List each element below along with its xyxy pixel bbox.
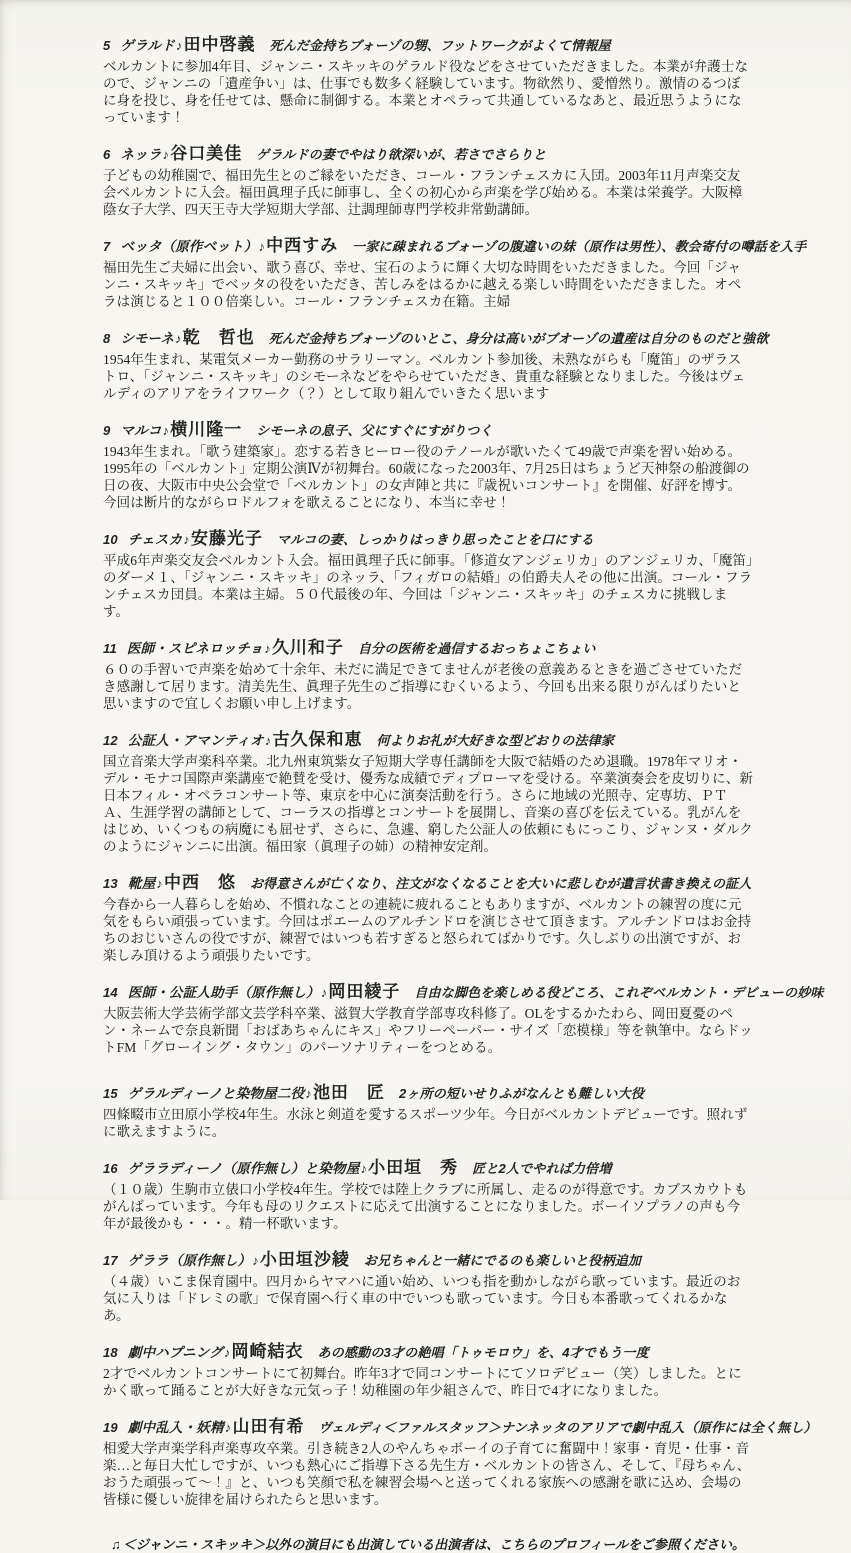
- role-name: マルコ: [120, 423, 162, 438]
- entry-number: 11: [103, 641, 117, 656]
- entry-header: [103, 139, 753, 164]
- performer-name: 山田有希: [232, 1417, 305, 1436]
- profile-text: 相愛大学声楽学科声楽専攻卒業。引き続き2人のやんちゃボーイの子育てに奮闘中！家事・育児・仕事・音楽…と毎日大忙しですが、いつも熱心にご指導下さる先生方・ベルカントの皆さん、そして、『母ちゃん、おうた頑張って～！』と、いつも笑顔で私を練習会場へと送ってくれる家族への感謝を歌に込め、会場の皆様に優しい旋律を届けられたらと思います。: [103, 1441, 751, 1507]
- role-tagline: 自分の医術を過信するおっちょこちょい: [357, 641, 596, 656]
- cast-entry: [103, 633, 753, 712]
- role-tagline: 2ヶ所の短いせりふがなんとも難しい大役: [398, 1086, 644, 1101]
- role-name: ゲラルド: [120, 38, 175, 53]
- entry-header: [103, 868, 753, 893]
- eighth-note-icon: ♪: [156, 876, 163, 891]
- profile-text: 平成6年声楽交友会ベルカント入会。福田眞理子氏に師事。「修道女アンジェリカ」のアンジェリカ、「魔笛」のダーメ１、「ジャンニ・スキッキ」のネッラ、「フィガロの結婚」の伯爵夫人その他に出演。コール・フランチェスカ団員。本業は主婦。５０代最後の年、今回は「ジャンニ・スキッキ」のチェスカに挑戦します。: [103, 553, 753, 619]
- role-name: 医師・スピネロッチョ: [126, 641, 264, 656]
- eighth-note-icon: ♪: [252, 1253, 259, 1268]
- role-tagline: 一家に疎まれるブォーゾの腹違いの妹（原作は男性）、教会寄付の噂話を入手: [352, 239, 807, 254]
- role-name: ベッタ（原作ベット）: [120, 239, 258, 254]
- role-tagline: 匠と2人でやれば力倍増: [472, 1161, 612, 1176]
- entry-number: 13: [103, 876, 118, 891]
- eighth-note-icon: ♪: [264, 733, 272, 748]
- eighth-note-icon: ♪: [223, 1345, 231, 1360]
- entry-header: [103, 977, 824, 1002]
- eighth-note-icon: ♪: [162, 423, 170, 438]
- role-tagline: お得意さんが亡くなり、注文がなくなることを大いに悲しむが遺言状書き換えの証人: [249, 876, 752, 891]
- entry-number: 19: [103, 1420, 118, 1435]
- eighth-note-icon: ♪: [258, 239, 266, 254]
- cast-entry: [103, 323, 769, 402]
- entry-number: 5: [103, 38, 111, 53]
- profile-text: ６０の手習いで声楽を始めて十余年、未だに満足できてませんが老後の意義あるときを過ごさせていただき感謝して居ります。清美先生、眞理子先生のご指導にむくいるよう、今回も出来る限りがんばりたいと思いますので宜しくお願い申し上げます。: [103, 662, 743, 711]
- performer-name: 田中啓義: [183, 35, 256, 54]
- entry-header: [103, 231, 807, 256]
- cast-entry: [103, 1245, 753, 1324]
- performer-name: 池田 匠: [312, 1083, 385, 1102]
- footer-note: [103, 1534, 753, 1553]
- entry-header: [103, 415, 753, 440]
- profile-text: 1943年生まれ。「歌う建築家」。恋する若きヒーロー役のテノールが歌いたくて49歳で声楽を習い始める。1995年の「ベルカント」定期公演Ⅳが初舞台。60歳になった2003年、7月25日はちょうど天神祭の船渡御の日の夜、大阪市中央公会堂で「ベルカント」の女声陣と共に『歳祝いコンサート』を開催、好評を博す。今回は断片的ながらロドルフォを歌えることになり、本当に幸せ！: [103, 444, 750, 510]
- role-name: チェスカ: [127, 532, 183, 547]
- role-name: 劇中ハプニング: [127, 1345, 223, 1360]
- eighth-note-icon: ♪: [162, 147, 170, 162]
- cast-entry: [103, 139, 753, 218]
- cast-entry: [103, 1078, 753, 1140]
- role-name: シモーネ: [120, 331, 175, 346]
- entry-number: 6: [103, 147, 111, 162]
- performer-name: 古久保和恵: [272, 730, 363, 749]
- entry-header: [103, 1245, 753, 1270]
- entry-number: 17: [103, 1253, 118, 1268]
- performer-name: 小田垣 秀: [368, 1158, 459, 1177]
- role-tagline: あの感動の3才の絶唱「トゥモロウ」を、4才でもう一度: [317, 1345, 649, 1360]
- eighth-note-icon: ♪: [360, 1161, 368, 1176]
- profile-text: 1954年生まれ、某電気メーカー勤務のサラリーマン。ベルカント参加後、未熟ながらも「魔笛」のザラストロ、「ジャンニ・スキッキ」のシモーネなどをやらせていただき、貴重な経験となりました。今後はヴェルディのアリアをライフワーク（？）として取り組んでいきたく思います: [103, 352, 746, 401]
- entry-number: 14: [103, 985, 118, 1000]
- cast-entry: [103, 725, 753, 855]
- cast-entry: [103, 415, 753, 511]
- profile-text: （４歳）いこま保育園中。四月からヤマハに通い始め、いつも指を動かしながら歌っています。最近のお気に入りは「ドレミの歌」で保育園へ行く車の中でいつも歌っています。今日も本番歌ってくれるかなあ。: [103, 1274, 741, 1323]
- cast-profile-list: [103, 30, 824, 1508]
- entry-number: 12: [103, 733, 118, 748]
- eighth-note-icon: ♪: [305, 1086, 312, 1101]
- profile-text: 子どもの幼稚園で、福田先生とのご縁をいただき、コール・フランチェスカに入団。2003年11月声楽交友会ベルカントに入会。福田眞理子氏に師事し、全くの初心から声楽を学び始める。本業は栄養学。大阪樟蔭女子大学、四天王寺大学短期大学部、辻調理師専門学校非常勤講師。: [103, 168, 743, 217]
- profile-text: 四條畷市立田原小学校4年生。水泳と剣道を愛するスポーツ少年。今日がベルカントデビューです。照れずに歌えますように。: [103, 1107, 748, 1139]
- entry-header: [103, 30, 753, 55]
- performer-name: 岡田綾子: [328, 982, 401, 1001]
- role-tagline: 自由な脚色を楽しめる役どころ、これぞベルカント・デビューの妙味: [414, 985, 824, 1000]
- entry-header: [103, 1412, 817, 1437]
- entry-number: 15: [103, 1086, 118, 1101]
- profile-text: 今春から一人暮らしを始め、不慣れなことの連続に疲れることもありますが、ベルカントの練習の度に元気をもらい頑張っています。今回はポエームのアルチンドロを演じさせて頂きます。アルチンドロはお金持ちのおじいさんの役ですが、練習ではいつも若すぎると怒られてばかりです。久しぶりの出演ですが、お楽しみ頂けるよう頑張りたいです。: [103, 897, 752, 963]
- eighth-note-icon: ♪: [183, 532, 190, 547]
- cast-entry: [103, 1153, 753, 1232]
- cast-entry: [103, 1337, 753, 1399]
- entry-number: 9: [103, 423, 111, 438]
- cast-entry: [103, 524, 753, 620]
- performer-name: 中西 悠: [163, 873, 236, 892]
- role-name: 靴屋: [127, 876, 156, 891]
- profile-text: 福田先生ご夫婦に出会い、歌う喜び、幸せ、宝石のように輝く大切な時間をいただきました。今回「ジャンニ・スキッキ」でベッタの役をいただき、苦しみをはるかに越える楽しい時間をいただきました。オペラは演じると１００倍楽しい。コール・フランチェスカ在籍。主婦: [103, 260, 742, 309]
- profile-text: 国立音楽大学声楽科卒業。北九州東筑紫女子短期大学専任講師を大阪で結婚のため退職。1978年マリオ・デル・モナコ国際声楽講座で絶賛を受け、優秀な成績でディプローマを受ける。卒業演奏会を皮切りに、新日本フィル・オペラコンサート等、東京を中心に演奏活動を行う。さらに地域の光照寺、定専坊、ＰＴＡ、生涯学習の講師として、コーラスの指導とコンサートを展開し、音楽の喜びを伝えている。乳がんをはじめ、いくつもの病魔にも屈せず、さらに、急遽、窮した公証人の依頼にもにっこり、ジャンヌ・ダルクのようにジャンニに出演。福田家（眞理子の姉）の精神安定剤。: [103, 754, 753, 854]
- entry-number: 8: [103, 331, 111, 346]
- role-name: ネッラ: [120, 147, 162, 162]
- cast-entry: [103, 868, 753, 964]
- role-name: ゲララディーノ（原作無し）と染物屋: [127, 1161, 360, 1176]
- eighth-note-icon: ♪: [320, 985, 328, 1000]
- performer-name: 乾 哲也: [182, 328, 255, 347]
- role-name: ゲラルディーノと染物屋二役: [127, 1086, 305, 1101]
- profile-text: （１０歳）生駒市立俵口小学校4年生。学校では陸上クラブに所属し、走るのが得意です。カブスカウトもがんばっています。今年も母のリクエストに応えて出演することになりました。ボーイソプラノの声も今年が最後かも・・・。精一杯歌います。: [103, 1182, 748, 1231]
- beamed-note-icon: ♫: [111, 1537, 121, 1552]
- profile-text: ベルカントに参加4年目、ジャンニ・スキッキのゲラルド役などをさせていただきました。本業が弁護士なので、ジャンニの「遺産争い」は、仕事でも数多く経験しています。物欲然り、愛憎然り。激情のるつぼに身を投じ、身を任せては、懸命に制御する。本業とオペラって共通しているなあと、最近思うようになっています！: [103, 59, 749, 125]
- role-name: ゲララ（原作無し）: [127, 1253, 252, 1268]
- role-tagline: ゲラルドの妻でやはり欲深いが、若さでさらりと: [256, 147, 547, 162]
- entry-number: 16: [103, 1161, 118, 1176]
- entry-header: [103, 1337, 753, 1362]
- role-name: 公証人・アマンティオ: [127, 733, 264, 748]
- eighth-note-icon: ♪: [224, 1420, 232, 1435]
- role-name: 医師・公証人助手（原作無し）: [127, 985, 320, 1000]
- role-tagline: シモーネの息子、父にすぐにすがりつく: [256, 423, 493, 438]
- eighth-note-icon: ♪: [175, 38, 183, 53]
- entry-number: 18: [103, 1345, 118, 1360]
- entry-number: 10: [103, 532, 118, 547]
- role-tagline: お兄ちゃんと一緒にでるのも楽しいと役柄追加: [363, 1253, 642, 1268]
- performer-name: 安藤光子: [190, 529, 263, 548]
- role-name: 劇中乱入・妖精: [127, 1420, 224, 1435]
- role-tagline: マルコの妻、しっかりはっきり思ったことを口にする: [276, 532, 594, 547]
- cast-entry: [103, 977, 824, 1056]
- entry-header: [103, 1078, 753, 1103]
- entry-header: [103, 323, 769, 348]
- performer-name: 中西すみ: [266, 236, 339, 255]
- performer-name: 岡崎結衣: [231, 1342, 304, 1361]
- footer-text: ＜ジャンニ・スキッキ＞以外の演目にも出演している出演者は、こちらのプロフィールをご参照ください。: [122, 1537, 745, 1552]
- role-tagline: ヴェルディ＜ファルスタッフ＞ナンネッタのアリアで劇中乱入（原作には全く無し）: [318, 1420, 817, 1435]
- performer-name: 久川和子: [271, 638, 344, 657]
- profile-text: 2才でベルカントコンサートにて初舞台。昨年3才で同コンサートにてソロデビュー（笑）しました。とにかく歌って踊ることが大好きな元気っ子！幼稚園の年少組さんで、昨日で4才になりました。: [103, 1366, 742, 1398]
- eighth-note-icon: ♪: [175, 331, 182, 346]
- profile-text: 大阪芸術大学芸術学部文芸学科卒業、滋賀大学教育学部専攻科修了。OLをするかたわら、岡田夏憂のペン・ネームで奈良新聞「おばあちゃんにキス」やフリーペーパー・サイズ「恋模様」等を執筆中。ならドットFM「グローイング・タウン」のパーソナリティーをつとめる。: [103, 1006, 753, 1055]
- cast-entry: [103, 231, 807, 310]
- performer-name: 横川隆一: [170, 420, 243, 439]
- performer-name: 小田垣沙綾: [259, 1250, 350, 1269]
- eighth-note-icon: ♪: [264, 641, 271, 656]
- entry-header: [103, 633, 753, 658]
- entry-number: 7: [103, 239, 111, 254]
- entry-header: [103, 725, 753, 750]
- role-tagline: 何よりお礼が大好きな型どおりの法律家: [376, 733, 615, 748]
- performer-name: 谷口美佳: [170, 144, 243, 163]
- entry-header: [103, 524, 753, 549]
- role-tagline: 死んだ金持ちブォーゾのいとこ、身分は高いがブオーゾの遺産は自分のものだと強欲: [268, 331, 769, 346]
- entry-header: [103, 1153, 753, 1178]
- role-tagline: 死んだ金持ちブォーゾの甥、フットワークがよくて情報屋: [269, 38, 611, 53]
- cast-entry: [103, 1412, 817, 1508]
- cast-entry: [103, 30, 753, 126]
